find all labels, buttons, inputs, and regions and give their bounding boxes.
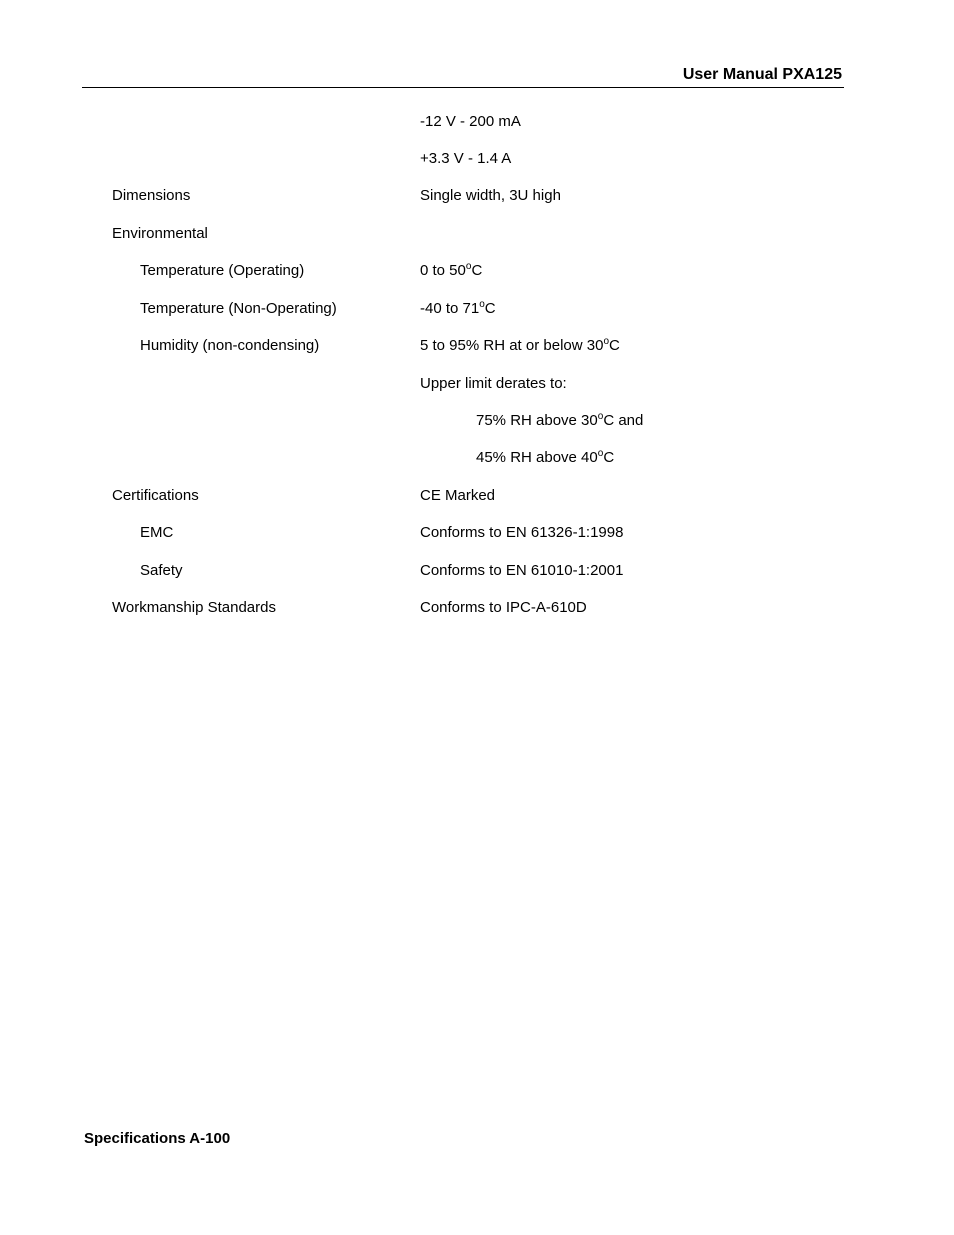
temp-nonoperating-number: -40 to 71	[420, 300, 480, 317]
safety-value: Conforms to EN 61010-1:2001	[420, 562, 624, 579]
degree-mark: o	[603, 336, 609, 347]
derate-intro: Upper limit derates to:	[420, 375, 567, 392]
degree-mark: o	[597, 411, 604, 422]
derate-2	[476, 449, 614, 467]
temp-nonoperating-label: Temperature (Non-Operating)	[140, 300, 337, 317]
degree-mark: o	[597, 448, 604, 459]
temp-operating-value	[420, 262, 482, 280]
certifications-label: Certifications	[112, 487, 199, 504]
temp-operating-label: Temperature (Operating)	[140, 262, 305, 279]
certifications-value: CE Marked	[420, 487, 496, 504]
emc-value: Conforms to EN 61326-1:1998	[420, 524, 624, 541]
derate-1-unit: C and	[603, 412, 644, 429]
derate-1-number: 75% RH above 30	[476, 412, 598, 429]
degree-mark: o	[479, 299, 485, 310]
power-3v3-value: +3.3 V - 1.4 A	[420, 150, 512, 167]
temp-operating-unit: C	[471, 262, 483, 279]
humidity-value	[420, 337, 620, 355]
derate-1	[476, 412, 643, 430]
temp-operating-number: 0 to 50	[420, 262, 466, 279]
degree-mark: o	[465, 261, 472, 272]
dimensions-value: Single width, 3U high	[420, 187, 561, 204]
power-neg12-value: -12 V - 200 mA	[420, 113, 521, 130]
humidity-label: Humidity (non-condensing)	[140, 337, 320, 354]
derate-2-number: 45% RH above 40	[476, 449, 598, 466]
derate-2-unit: C	[603, 449, 615, 466]
safety-label: Safety	[140, 562, 183, 579]
environmental-label: Environmental	[112, 225, 208, 242]
workmanship-value: Conforms to IPC-A-610D	[420, 599, 587, 616]
dimensions-label: Dimensions	[112, 187, 191, 204]
page-footer: Specifications A-100	[84, 1130, 231, 1147]
workmanship-label: Workmanship Standards	[112, 599, 276, 616]
temp-nonoperating-unit: C	[484, 300, 496, 317]
humidity-number: 5 to 95% RH at or below 30	[420, 337, 604, 354]
humidity-unit: C	[609, 337, 620, 354]
emc-label: EMC	[140, 524, 174, 541]
temp-nonoperating-value	[420, 300, 496, 318]
page-header-title: User Manual PXA125	[682, 66, 842, 83]
header-rule	[82, 87, 844, 88]
